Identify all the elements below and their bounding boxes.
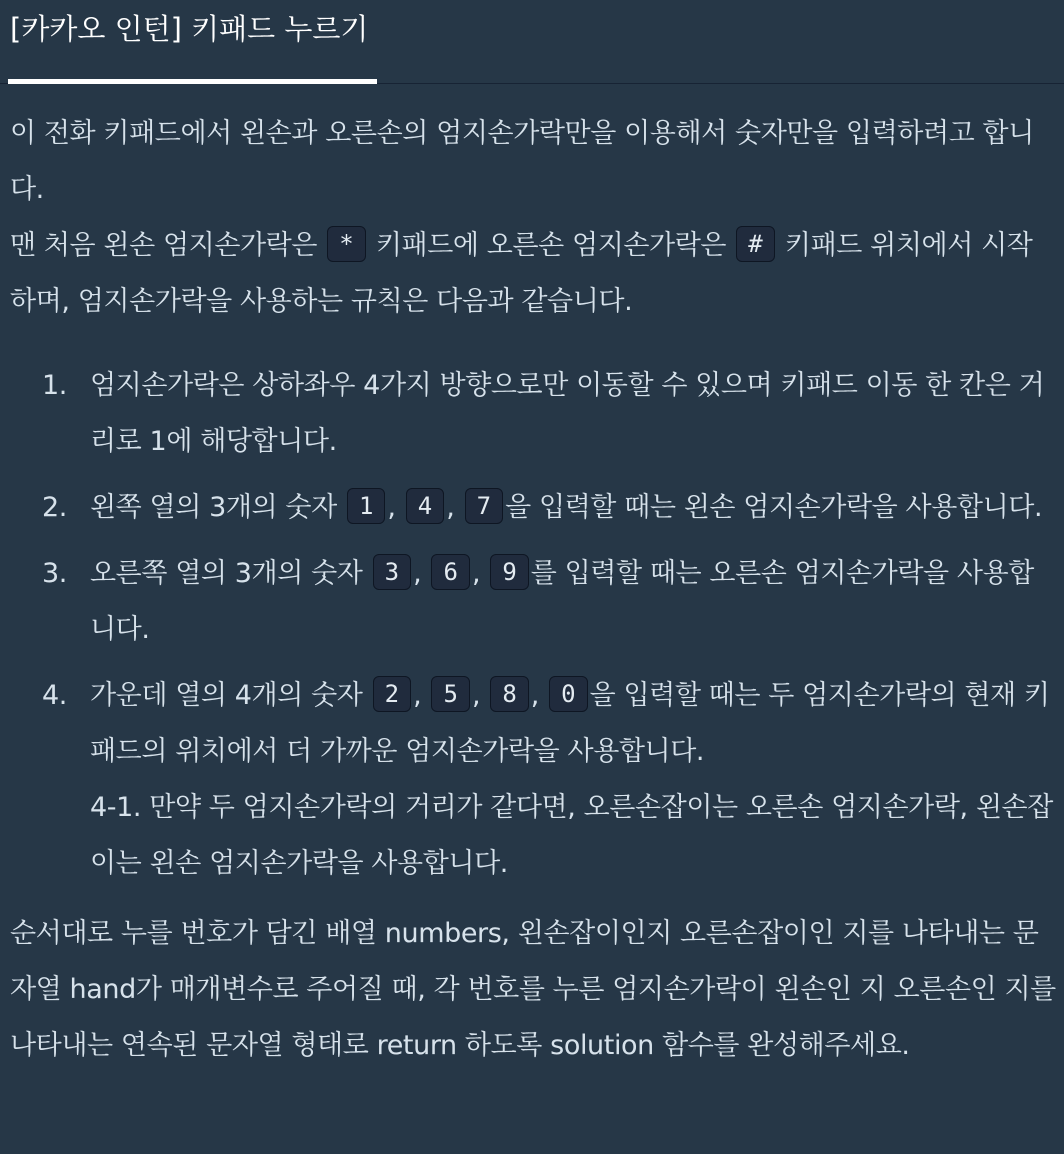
rule-text: 오른쪽 열의 3개의 숫자 [90,558,371,589]
rule-text: 를 입력할 때는 오른손 엄지손가락을 사용합니다. [90,558,1034,645]
rule-number: 2. [42,492,67,523]
separator: , [446,492,455,523]
rule-text: 엄지손가락은 상하좌우 4가지 방향으로만 이동할 수 있으며 키패드 이동 한 칸은 거리로 1에 해당합니다. [90,370,1045,457]
separator: , [413,680,422,711]
separator: , [387,492,396,523]
rule-item [10,668,1056,892]
tab-title[interactable]: [카카오 인턴] 키패드 누르기 [10,12,369,46]
text-segment: 맨 처음 왼손 엄지손가락은 [10,230,326,261]
rule-item [10,358,1056,470]
rule-text: 을 입력할 때는 두 엄지손가락의 현재 키패드의 위치에서 더 가까운 엄지손가락을 사용합니다. [90,680,1050,767]
separator: , [471,558,481,589]
rule-text: 을 입력할 때는 왼손 엄지손가락을 사용합니다. [505,492,1043,523]
key-code: 6 [431,554,469,590]
task-paragraph: 순서대로 누를 번호가 담긴 배열 numbers, 왼손잡이인지 오른손잡이인 지를 나타내는 문자열 hand가 매개변수로 주어질 때, 각 번호를 누른 엄지손가락이 왼손인 지 오른손인 지를 나타내는 연속된 문자열 형태로 return 하도록 solution 함수를 완성해주세요. [10,918,1056,1061]
separator: , [471,680,481,711]
rules-list [10,358,1056,892]
rule-number: 3. [42,558,67,589]
separator: , [530,680,539,711]
key-code: 9 [490,554,528,590]
text-segment: 키패드 위치에서 시작하며, 엄지손가락을 사용하는 규칙은 다음과 같습니다. [10,230,1033,317]
rule-item [10,480,1056,536]
key-code: 0 [549,676,587,712]
rule-text: 가운데 열의 4개의 숫자 [90,680,371,711]
key-code: 5 [431,676,469,712]
start-position-paragraph [10,218,1056,330]
rule-subnote: 4-1. 만약 두 엄지손가락의 거리가 같다면, 오른손잡이는 오른손 엄지손가락, 왼손잡이는 왼손 엄지손가락을 사용합니다. [90,792,1053,879]
key-code-hash: # [736,226,774,262]
key-code: 1 [347,488,385,524]
intro-paragraph: 이 전화 키패드에서 왼손과 오른손의 엄지손가락만을 이용해서 숫자만을 입력하려고 합니다. [10,118,1034,205]
key-code: 8 [490,676,528,712]
key-code: 3 [373,554,411,590]
separator: , [413,558,422,589]
tab-bar [0,0,1064,84]
key-code: 2 [373,676,411,712]
rule-number: 1. [42,370,67,401]
key-code: 7 [465,488,503,524]
text-segment: 키패드에 오른손 엄지손가락은 [367,230,735,261]
problem-description [0,106,1064,1074]
rule-number: 4. [42,680,67,711]
active-tab-indicator [8,79,377,84]
rule-text: 왼쪽 열의 3개의 숫자 [90,492,345,523]
rule-item [10,546,1056,658]
key-code-star: * [327,226,365,262]
key-code: 4 [406,488,444,524]
